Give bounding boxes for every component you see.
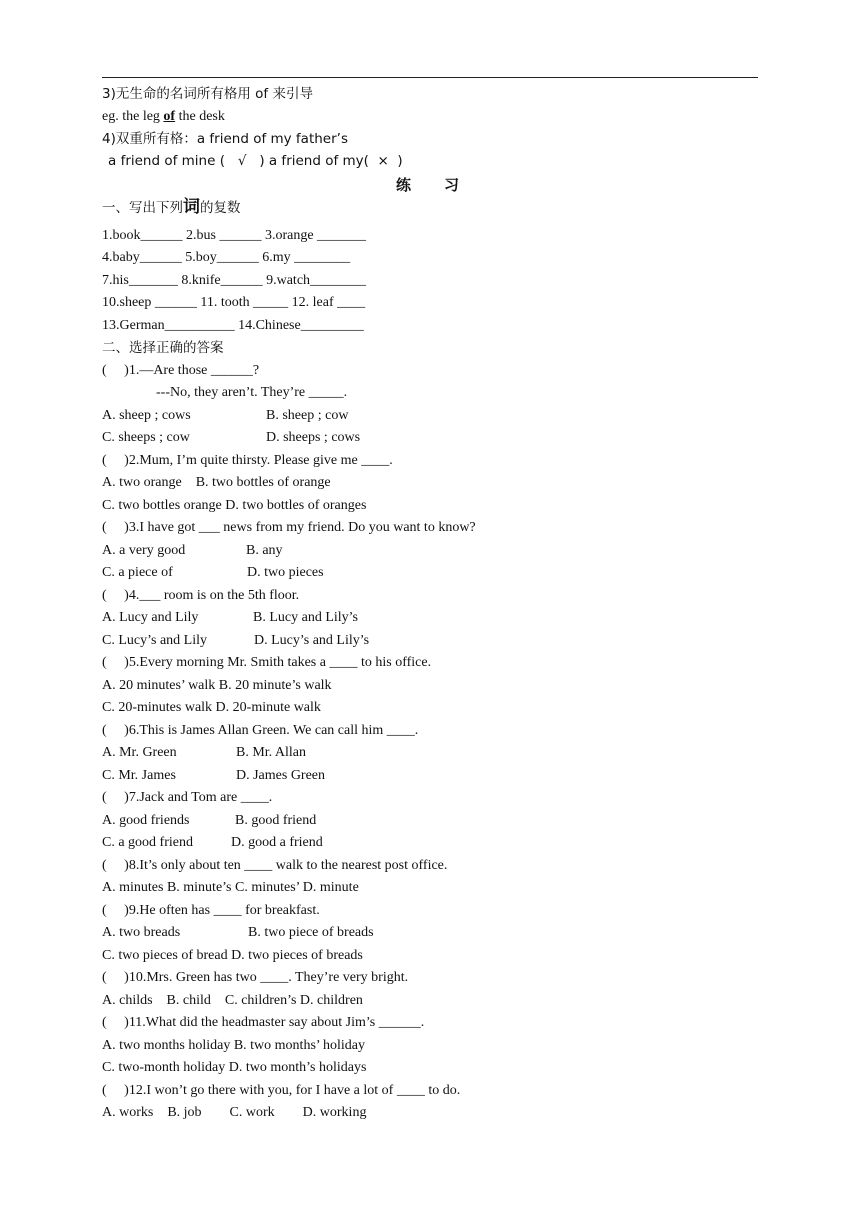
option-6a: A. Mr. Green <box>102 745 177 760</box>
option-1d: D. sheeps ; cows <box>266 430 361 445</box>
section2-heading: 二、选择正确的答案 <box>102 340 224 356</box>
page-title: 练习 <box>396 176 493 194</box>
option-6c: C. Mr. James <box>102 768 176 783</box>
options-2cd: C. two bottles orange D. two bottles of oranges <box>102 498 367 513</box>
plural-line-1: 1.book______ 2.bus ______ 3.orange _______ <box>102 228 367 243</box>
options-11ab: A. two months holiday B. two months’ holiday <box>102 1038 366 1053</box>
question-10: ( )10.Mrs. Green has two ____. They’re very bright. <box>102 970 409 985</box>
option-1a: A. sheep ; cows <box>102 408 191 423</box>
option-4a: A. Lucy and Lily <box>102 610 199 625</box>
section1-heading-emphasis: 词 <box>183 197 200 217</box>
option-7a: A. good friends <box>102 813 190 828</box>
options-12: A. works B. job C. work D. working <box>102 1105 367 1120</box>
plural-line-2: 4.baby______ 5.boy______ 6.my ________ <box>102 250 351 265</box>
note-rule-3: 3)无生命的名词所有格用 of 来引导 <box>102 86 313 102</box>
eg-of-bold: of <box>163 109 176 124</box>
options-5cd: C. 20-minutes walk D. 20-minute walk <box>102 700 321 715</box>
note-rule-4: 4)双重所有格：a friend of my father’s <box>102 131 348 147</box>
question-6: ( )6.This is James Allan Green. We can call him ____. <box>102 723 419 738</box>
option-1c: C. sheeps ; cow <box>102 430 190 445</box>
option-3d: D. two pieces <box>247 565 324 580</box>
option-7b: B. good friend <box>235 813 317 828</box>
question-12: ( )12.I won’t go there with you, for I have a lot of ____ to do. <box>102 1083 461 1098</box>
option-3b: B. any <box>246 543 283 558</box>
option-6d: D. James Green <box>236 768 326 783</box>
option-3c: C. a piece of <box>102 565 173 580</box>
section1-heading <box>102 198 241 217</box>
plural-line-5: 13.German__________ 14.Chinese_________ <box>102 318 364 333</box>
question-1: ( )1.—Are those ______? <box>102 363 260 378</box>
eg-suffix: the desk <box>175 109 225 124</box>
option-9a: A. two breads <box>102 925 181 940</box>
options-10: A. childs B. child C. children’s D. children <box>102 993 363 1008</box>
option-9b: B. two piece of breads <box>248 925 374 940</box>
question-7: ( )7.Jack and Tom are ____. <box>102 790 273 805</box>
question-11: ( )11.What did the headmaster say about Jim’s ______. <box>102 1015 425 1030</box>
section1-heading-post: 的复数 <box>200 200 241 216</box>
options-2ab: A. two orange B. two bottles of orange <box>102 475 331 490</box>
question-3: ( )3.I have got ___ news from my friend. Do you want to know? <box>102 520 476 535</box>
section1-heading-pre: 一、写出下列 <box>102 200 183 216</box>
option-1b: B. sheep ; cow <box>266 408 349 423</box>
options-11cd: C. two-month holiday D. two month’s holidays <box>102 1060 367 1075</box>
question-4: ( )4.___ room is on the 5th floor. <box>102 588 300 603</box>
option-4c: C. Lucy’s and Lily <box>102 633 207 648</box>
question-1-response: ---No, they aren’t. They’re _____. <box>156 385 348 400</box>
option-6b: B. Mr. Allan <box>236 745 307 760</box>
options-8: A. minutes B. minute’s C. minutes’ D. minute <box>102 880 359 895</box>
question-5: ( )5.Every morning Mr. Smith takes a ____ to his office. <box>102 655 432 670</box>
eg-prefix: eg. the leg <box>102 109 164 124</box>
option-7d: D. good a friend <box>231 835 323 850</box>
option-4d: D. Lucy’s and Lily’s <box>254 633 370 648</box>
option-7c: C. a good friend <box>102 835 193 850</box>
question-8: ( )8.It’s only about ten ____ walk to the nearest post office. <box>102 858 448 873</box>
question-2: ( )2.Mum, I’m quite thirsty. Please give me ____. <box>102 453 393 468</box>
plural-line-4: 10.sheep ______ 11. tooth _____ 12. leaf ____ <box>102 295 366 310</box>
question-9: ( )9.He often has ____ for breakfast. <box>102 903 320 918</box>
option-4b: B. Lucy and Lily’s <box>253 610 358 625</box>
note-example-of <box>102 108 225 126</box>
note-double-possessive-example: a friend of mine ( √ ) a friend of my( × ) <box>108 153 403 169</box>
options-5ab: A. 20 minutes’ walk B. 20 minute’s walk <box>102 678 332 693</box>
plural-line-3: 7.his_______ 8.knife______ 9.watch________ <box>102 273 367 288</box>
header-rule <box>102 77 758 78</box>
options-9cd: C. two pieces of bread D. two pieces of breads <box>102 948 363 963</box>
option-3a: A. a very good <box>102 543 186 558</box>
